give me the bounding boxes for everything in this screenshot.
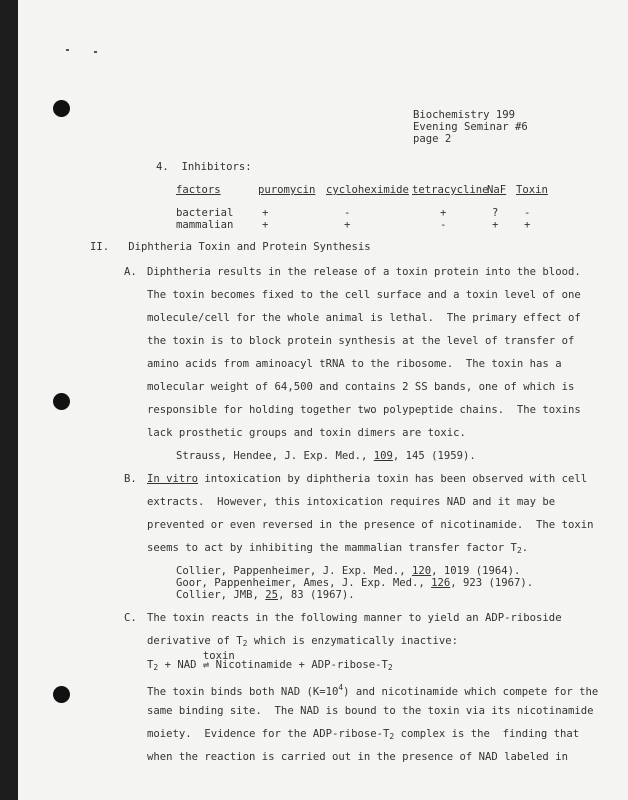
col-header-puromycin: puromycin	[258, 184, 316, 196]
table-cell: +	[440, 207, 447, 219]
table-cell: +	[524, 219, 531, 231]
table-cell: -	[344, 207, 351, 219]
punch-hole-icon	[53, 393, 70, 410]
col-header-toxin: Toxin	[516, 184, 548, 196]
paragraph-line: the toxin is to block protein synthesis at the level of transfer of	[147, 335, 575, 347]
reference: Goor, Pappenheimer, Ames, J. Exp. Med., 126, 923 (1967).	[176, 577, 534, 589]
punch-hole-icon	[53, 100, 70, 117]
document-page	[18, 0, 628, 800]
col-header-tetracycline: tetracycline	[412, 184, 489, 196]
paragraph-line: The toxin binds both NAD $(K=10^4)$ and nicotinamide which compete for the	[147, 683, 599, 698]
reference: Collier, JMB, 25, 83 (1967).	[176, 589, 355, 601]
section-title: II. Diphtheria Toxin and Protein Synthesis	[90, 241, 371, 253]
scan-background	[0, 0, 18, 800]
table-cell: +	[262, 219, 269, 231]
table-cell: -	[524, 207, 531, 219]
item-marker-b: B.	[124, 473, 137, 485]
col-header-factors: factors	[176, 184, 221, 196]
paragraph-line: In vitro intoxication by diphtheria toxin has been observed with cell	[147, 473, 588, 485]
col-header-naf: NaF	[487, 184, 507, 196]
paragraph-line: molecular weight of 64,500 and contains 2 SS bands, one of which is	[147, 381, 575, 393]
paragraph-line: seems to act by inhibiting the mammalian transfer factor $T_2$.	[147, 542, 529, 555]
table-cell: ?	[492, 207, 499, 219]
punch-hole-icon	[53, 686, 70, 703]
reference: Strauss, Hendee, J. Exp. Med., 109, 145 (1959).	[176, 450, 476, 462]
table-cell: -	[440, 219, 447, 231]
paragraph-line: moiety. Evidence for the ADP-$ribose-T_2$ complex is the finding that	[147, 728, 580, 741]
table-cell: +	[492, 219, 499, 231]
paragraph-line: The toxin reacts in the following manner to yield an ADP-riboside	[147, 612, 562, 624]
col-header-cycloheximide: cycloheximide	[326, 184, 409, 196]
speck-mark	[66, 49, 69, 51]
paragraph-line: same binding site. The NAD is bound to the toxin via its nicotinamide	[147, 705, 594, 717]
row-label-bacterial: bacterial	[176, 207, 234, 219]
equilibrium-arrow: toxin ⇌	[202, 650, 235, 671]
paragraph-line: Diphtheria results in the release of a toxin protein into the blood.	[147, 266, 581, 278]
paragraph-line: extracts. However, this intoxication requires NAD and it may be	[147, 496, 556, 508]
paragraph-line: The toxin becomes fixed to the cell surface and a toxin level of one	[147, 289, 581, 301]
table-cell: +	[344, 219, 351, 231]
reference: Collier, Pappenheimer, J. Exp. Med., 120, 1019 (1964).	[176, 565, 521, 577]
paragraph-line: lack prosthetic groups and toxin dimers are toxic.	[147, 427, 466, 439]
speck-mark	[94, 51, 97, 53]
paragraph-line: responsible for holding together two polypeptide chains. The toxins	[147, 404, 581, 416]
page-number: page 2	[413, 133, 452, 145]
row-label-mammalian: mammalian	[176, 219, 234, 231]
item-marker-a: A.	[124, 266, 137, 278]
inhibitors-heading: 4. Inhibitors:	[156, 161, 252, 173]
paragraph-line: amino acids from aminoacyl tRNA to the ribosome. The toxin has a	[147, 358, 562, 370]
item-marker-c: C.	[124, 612, 137, 624]
seminar-title: Evening Seminar #6	[413, 121, 528, 133]
paragraph-line: derivative of $T_2$ which is enzymatically inactive:	[147, 635, 458, 648]
paragraph-line: when the reaction is carried out in the presence of NAD labeled in	[147, 751, 568, 763]
paragraph-line: molecule/cell for the whole animal is lethal. The primary effect of	[147, 312, 581, 324]
paragraph-line: prevented or even reversed in the presence of nicotinamide. The toxin	[147, 519, 594, 531]
reaction-equation: $T_2$ + NAD toxin ⇌ Nicotinamide + ADP-$ribose-T_2$	[147, 650, 393, 672]
table-cell: +	[262, 207, 269, 219]
course-title: Biochemistry 199	[413, 109, 516, 121]
